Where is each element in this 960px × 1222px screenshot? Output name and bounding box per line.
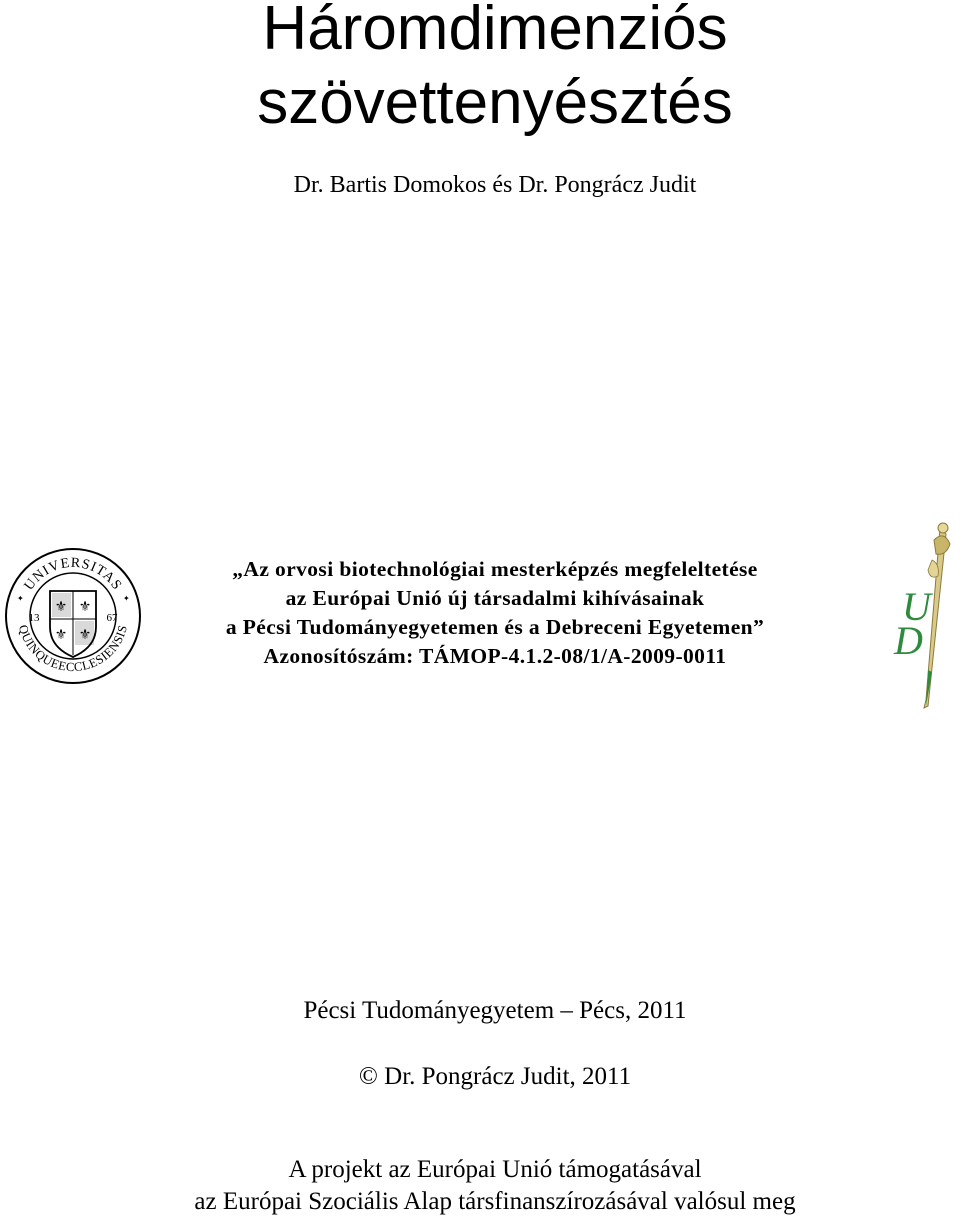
seal-top-text: UNIVERSITAS — [21, 555, 125, 594]
copyright-line: © Dr. Pongrácz Judit, 2011 — [358, 1063, 632, 1090]
funding-line-2: az Európai Szociális Alap társfinanszírozásával valósul meg — [194, 1188, 796, 1215]
svg-text:⚜: ⚜ — [78, 600, 92, 615]
document-title-line-2: szövettenyésztés — [257, 68, 733, 137]
svg-text:⚜: ⚜ — [78, 628, 92, 643]
project-line-1: „Az orvosi biotechnológiai mesterképzés megfeleltetése — [232, 557, 758, 581]
svg-text:✦: ✦ — [17, 594, 24, 603]
seal-year-right: 67 — [106, 612, 118, 624]
ud-letter-d: D — [894, 618, 923, 663]
svg-text:⚜: ⚜ — [54, 600, 68, 615]
ud-letter-u: U — [902, 584, 931, 629]
project-id-line: Azonosítószám: TÁMOP-4.1.2-08/1/A-2009-0011 — [263, 644, 727, 668]
project-line-3: a Pécsi Tudományegyetemen és a Debreceni Egyetemen” — [225, 615, 765, 639]
publisher-line: Pécsi Tudományegyetem – Pécs, 2011 — [303, 997, 687, 1024]
seal-year-left: 13 — [28, 612, 40, 624]
funding-line-1: A projekt az Európai Unió támogatásával — [288, 1156, 702, 1183]
university-seal-icon — [4, 547, 142, 685]
seal-bottom-text: QUINQUEECCLESIENSIS — [15, 623, 131, 675]
project-description — [150, 555, 840, 671]
svg-text:✦: ✦ — [123, 594, 130, 603]
svg-text:⚜: ⚜ — [54, 628, 68, 643]
project-line-2: az Európai Unió új társadalmi kihívásainak — [285, 586, 705, 610]
document-title-line-1: Háromdimenziós — [262, 0, 728, 63]
university-of-debrecen-logo-icon — [888, 520, 958, 712]
authors: Dr. Bartis Domokos és Dr. Pongrácz Judit — [293, 172, 697, 198]
